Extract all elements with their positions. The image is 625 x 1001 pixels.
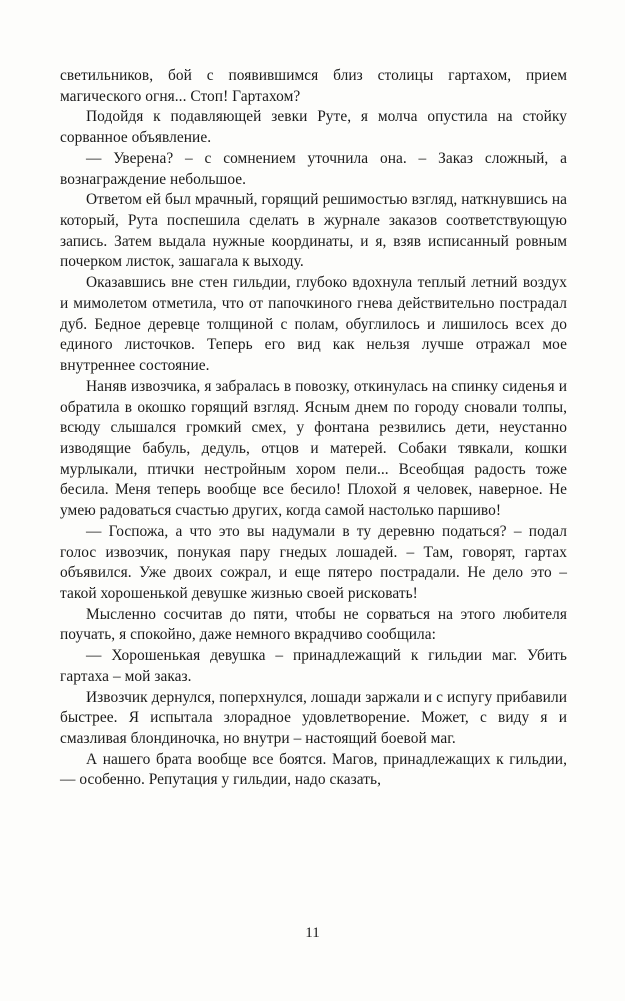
paragraph: Мысленно сосчитав до пяти, чтобы не сорваться на этого любителя поучать, я спокойно, даже немного вкрадчиво сообщила:	[60, 605, 567, 644]
paragraph: светильников, бой с появившимся близ столицы гартахом, прием магического огня... Стоп! Гартахом?	[60, 67, 567, 105]
paragraph: Подойдя к подавляющей зевки Руте, я молча опустила на стойку сорванное объявление.	[60, 108, 567, 147]
paragraph: — Уверена? – с сомнением уточнила она. – Заказ сложный, а вознаграждение небольшое.	[60, 149, 567, 188]
paragraph: Наняв извозчика, я забралась в повозку, откинулась на спинку сиденья и обратила в окошко горящий взгляд. Ясным днем по городу сновали толпы, всюду слышался громкий смех, у фонтана резвились дети, неустанно изводящие бабуль, дедуль, отцов и матерей. Собаки тявкали, кошки мурлыкали, птички нестройным хором пели... Всеобщая радость тоже бесила. Меня теперь вообще все бесило! Плохой я человек, наверное. Не умею радоваться счастью других, когда самой настолько паршиво!	[60, 377, 567, 520]
paragraph: — Госпожа, а что это вы надумали в ту деревню податься? – подал голос извозчик, понукая пару гнедых лошадей. – Там, говорят, гартах объявился. Уже двоих сожрал, и еще пятеро пострадали. Не дело это – такой хорошенькой девушке жизнью своей рисковать!	[60, 522, 567, 602]
page-number: 11	[305, 925, 320, 941]
paragraph: А нашего брата вообще все боятся. Магов, принадлежащих к гильдии, — особенно. Репутация у гильдии, надо сказать,	[60, 750, 567, 789]
paragraph: Ответом ей был мрачный, горящий решимостью взгляд, наткнувшись на который, Рута поспешила сделать в журнале заказов соответствующую запись. Затем выдала нужные координаты, и я, взяв исписанный ровным почерком листок, зашагала к выходу.	[60, 191, 567, 271]
body-text-column	[60, 66, 567, 791]
paragraph: Извозчик дернулся, поперхнулся, лошади заржали и с испугу прибавили быстрее. Я испытала злорадное удовлетворение. Может, с виду я и смазливая блондиночка, но внутри – настоящий боевой маг.	[60, 688, 567, 747]
paragraph: Оказавшись вне стен гильдии, глубоко вдохнула теплый летний воздух и мимолетом отметила, что от папочкиного гнева действительно пострадал дуб. Бедное деревце толщиной с полам, обуглилось и лишилось всех до единого листочков. Теперь его вид как нельзя лучше отражал мое внутреннее состояние.	[60, 274, 567, 375]
paragraph: — Хорошенькая девушка – принадлежащий к гильдии маг. Убить гартаха – мой заказ.	[60, 647, 567, 685]
